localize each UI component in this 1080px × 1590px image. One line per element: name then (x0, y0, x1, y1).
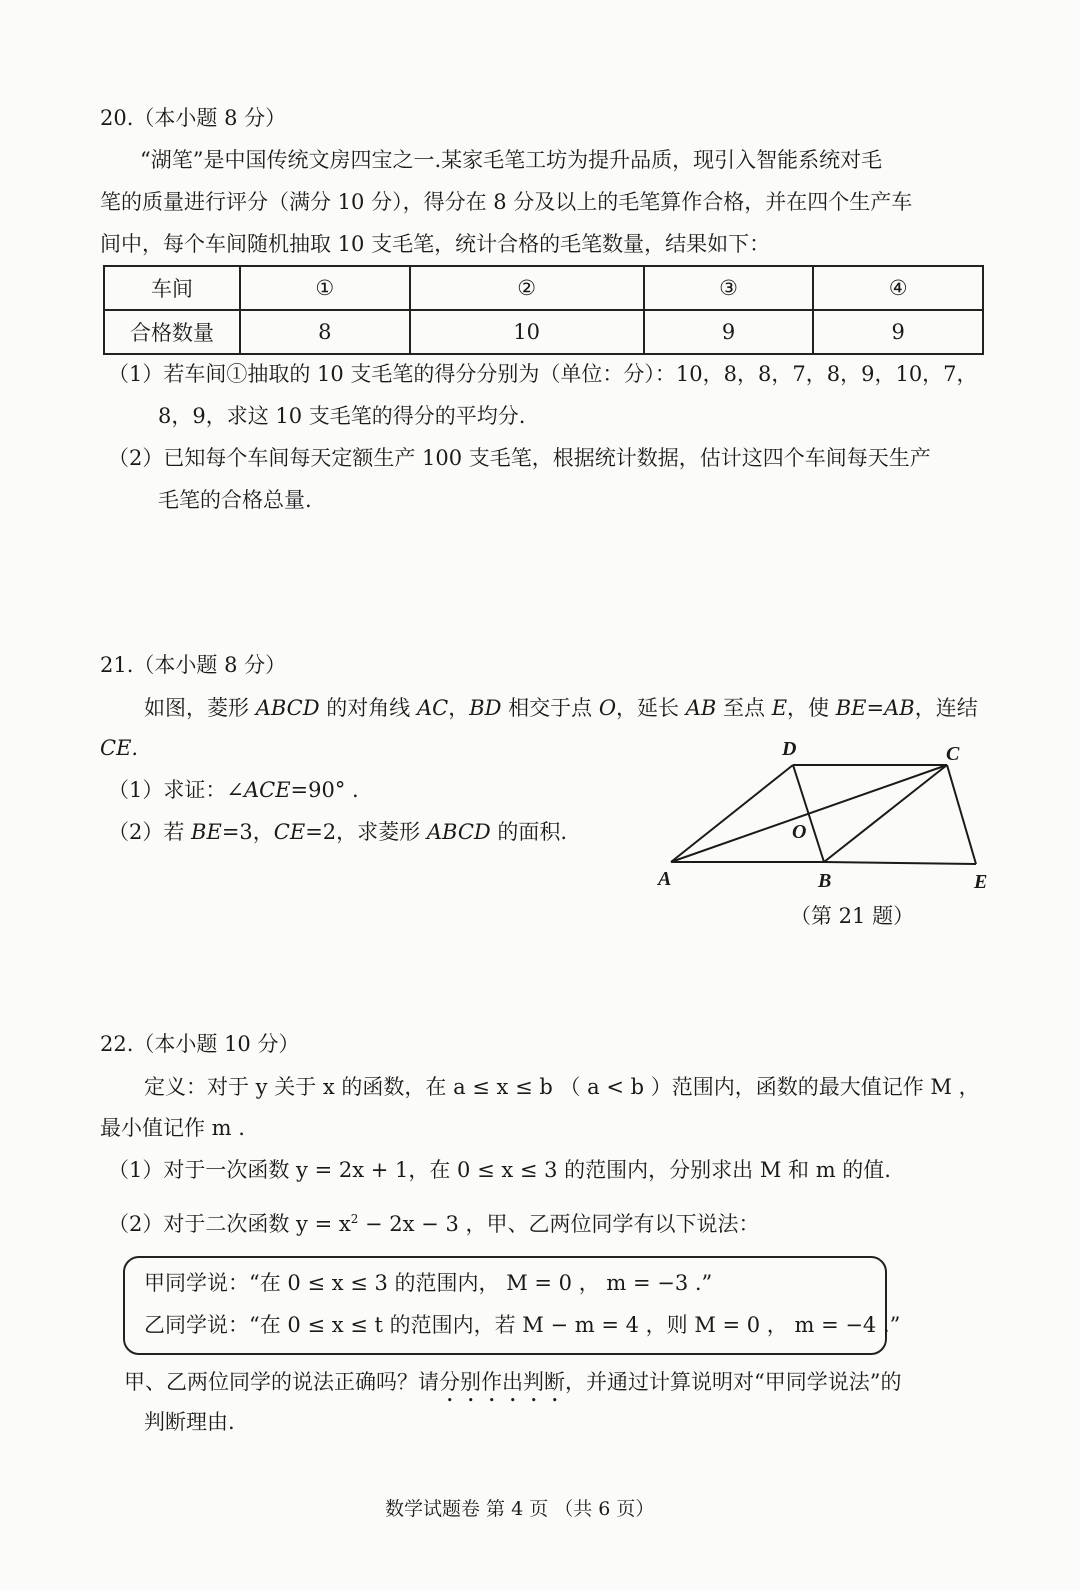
side-da (671, 765, 793, 862)
q21-text: 如图，菱形 (144, 696, 256, 720)
q21-text: =3， (221, 820, 274, 844)
q21-text: ACE (243, 778, 291, 802)
table-cell: 10 (410, 310, 644, 354)
table-row (104, 310, 983, 354)
q22-part2 (108, 1214, 759, 1235)
q22-part1: （1）对于一次函数 y = 2x + 1，在 0 ≤ x ≤ 3 的范围内，分别求出 M 和 m 的值. (108, 1158, 891, 1182)
q20-intro-line3: 间中，每个车间随机抽取 10 支毛笔，统计合格的毛笔数量，结果如下： (100, 232, 771, 256)
table-header-workshop: 车间 (104, 266, 240, 310)
q20-heading: 20.（本小题 8 分） (100, 106, 287, 130)
q20-part1-line2: 8，9，求这 10 支毛笔的得分的平均分. (158, 404, 526, 428)
q21-text: =90° . (290, 778, 359, 802)
claim-yi: 乙同学说：“在 0 ≤ x ≤ t 的范围内，若 M − m = 4 ，则 M = 0 ， m = −4 .” (144, 1313, 901, 1337)
q22-question-line1 (124, 1370, 901, 1407)
q21-text: 的对角线 (319, 696, 417, 720)
q21-text: 至点 (716, 696, 772, 720)
q21-text: BE (191, 820, 222, 844)
q21-text: =2，求菱形 (305, 820, 427, 844)
q22-text: （2）对于二次函数 y = x (108, 1212, 351, 1236)
page-footer: 数学试题卷 第 4 页 （共 6 页） (385, 1498, 655, 1520)
q21-text: ABCD (255, 696, 320, 720)
table-cell: ③ (644, 266, 814, 310)
q20-part2-line2: 毛笔的合格总量. (158, 488, 312, 512)
q21-text: ，使 (787, 696, 836, 720)
q21-part2 (108, 822, 567, 843)
q21-text: （2）若 (108, 820, 192, 844)
q22-text: − 2x − 3 ，甲、乙两位同学有以下说法： (358, 1212, 760, 1236)
q21-text: CE (273, 820, 306, 844)
side-cb (824, 765, 947, 862)
label-e: E (974, 871, 988, 893)
q21-text: （1）求证：∠ (108, 778, 244, 802)
label-d: D (782, 738, 797, 760)
q21-intro-line2: CE. (100, 736, 139, 760)
q20-part2-line1: （2）已知每个车间每天定额生产 100 支毛笔，根据统计数据，估计这四个车间每天生产 (108, 446, 931, 470)
quality-table (103, 265, 984, 355)
label-a: A (658, 868, 672, 890)
q22-exponent: 2 (350, 1212, 359, 1226)
label-c: C (946, 743, 960, 765)
claim-jia: 甲同学说：“在 0 ≤ x ≤ 3 的范围内， M = 0 ， m = −3 .” (144, 1271, 713, 1295)
q22-question-line2: 判断理由. (144, 1410, 235, 1434)
q20-part1-line1: （1）若车间①抽取的 10 支毛笔的得分分别为（单位：分）：10，8，8，7，8，9，10，7， (108, 362, 978, 386)
table-cell: ① (240, 266, 410, 310)
q20-intro-line1: “湖笔”是中国传统文房四宝之一.某家毛笔工坊为提升品质，现引入智能系统对毛 (140, 148, 883, 172)
label-o: O (792, 821, 807, 843)
q22-heading: 22.（本小题 10 分） (100, 1032, 300, 1056)
q21-text: AB (685, 696, 717, 720)
q21-text: BE=AB (835, 696, 915, 720)
q22-definition-line2: 最小值记作 m . (100, 1116, 245, 1140)
q21-text: ，连结 (914, 696, 978, 720)
q21-text: BD (469, 696, 502, 720)
q21-text: AC (416, 696, 449, 720)
q21-heading: 21.（本小题 8 分） (100, 653, 287, 677)
q21-text: ，延长 (616, 696, 686, 720)
q22-text: 甲、乙两位同学的说法正确吗？请 (124, 1370, 439, 1394)
table-cell: 8 (240, 310, 410, 354)
q21-text: E (771, 696, 788, 720)
table-header-count: 合格数量 (104, 310, 240, 354)
q21-intro-line1 (144, 698, 978, 719)
q21-text: 的面积. (490, 820, 568, 844)
label-b: B (818, 870, 832, 892)
table-cell: 9 (644, 310, 814, 354)
q22-text: ，并通过计算说明对“甲同学说法”的 (565, 1370, 902, 1394)
q21-text: ， (448, 696, 470, 720)
table-cell: 9 (813, 310, 983, 354)
figure-caption: （第 21 题） (790, 904, 915, 928)
q21-text: 相交于点 (501, 696, 599, 720)
q21-text: O (598, 696, 617, 720)
q21-text: ABCD (426, 820, 491, 844)
table-row (104, 266, 983, 310)
emphasis-text: 分别作出判断 (439, 1370, 565, 1394)
side-be (824, 862, 976, 864)
q20-intro-line2: 笔的质量进行评分（满分 10 分），得分在 8 分及以上的毛笔算作合格，并在四个生产车 (100, 190, 913, 214)
table-cell: ④ (813, 266, 983, 310)
q22-definition-line1: 定义：对于 y 关于 x 的函数，在 a ≤ x ≤ b （ a < b ）范围内，函数的最大值记作 M ， (144, 1075, 980, 1099)
table-cell: ② (410, 266, 644, 310)
diagonal-bd (793, 765, 824, 862)
segment-ce (947, 765, 976, 864)
q21-part1 (108, 780, 359, 801)
